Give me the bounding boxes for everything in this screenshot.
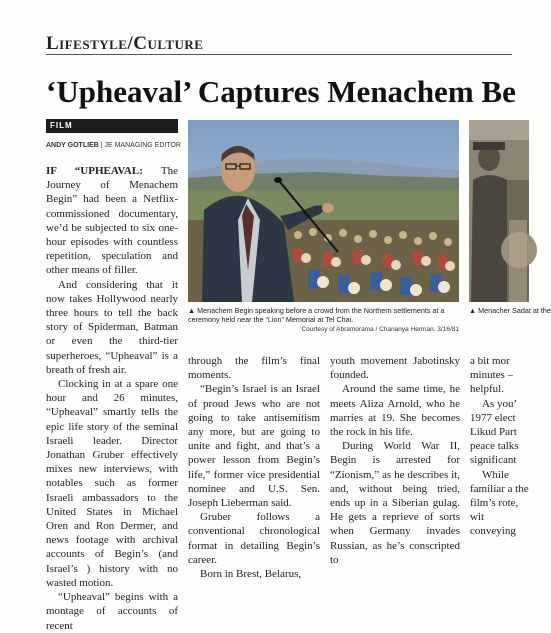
photo2-image bbox=[469, 120, 529, 302]
photo-image bbox=[188, 120, 459, 302]
article-column-3 bbox=[330, 354, 460, 567]
paragraph: As you’ 1977 elect Likud Part peace talks significant bbox=[470, 397, 519, 467]
photo-credit: Courtesy of Abramorama / Chananya Herman. 3/16/81 bbox=[301, 326, 459, 333]
article-column-2 bbox=[188, 354, 320, 581]
category-tag: FILM bbox=[46, 119, 178, 133]
lede: IF “UPHEAVAL: bbox=[46, 165, 143, 177]
paragraph: “Begin’s Israel is an Israel of proud Jews who are not going to take antisemitism any more, but are going to unite and fight, and that’s a power lesson from Begin’s life,” former vice presidential nominee and U.S. Sen. Joseph Lieberman said. bbox=[188, 383, 320, 510]
paragraph: Around the same time, he meets Aliza Arnold, who he marries at 19. She becomes the rock in his life. bbox=[330, 383, 460, 439]
paragraph: a bit mor minutes – helpful. bbox=[470, 355, 514, 396]
paragraph: youth movement Jabotinsky founded. bbox=[330, 355, 460, 382]
paragraph bbox=[46, 164, 178, 278]
section-rule bbox=[46, 54, 512, 55]
paragraph: through the film’s final moments. bbox=[188, 355, 320, 382]
paragraph: During World War II, Begin is arrested for “Zionism,” as he describes it, and, without being tried, ends up in a Siberian gulag. He gets a reprieve of sorts when Germany invades Russian, as he’s conscripted to bbox=[330, 440, 460, 566]
paragraph: While familiar a the film’s rote, wit conveying bbox=[470, 468, 529, 538]
article-headline: ‘Upheaval’ Captures Menachem Be bbox=[46, 74, 516, 109]
author-name: ANDY GOTLIEB bbox=[46, 142, 99, 149]
lede-text: The Journey of Menachem Begin” had been a Netflix-commissioned documentary, we’d be subjected to six one-hour episodes with countless repetition, speculation and other means of filler. bbox=[46, 165, 178, 277]
article-column-1 bbox=[46, 164, 178, 633]
photo-begin-speaking bbox=[188, 120, 459, 302]
photo2-caption: ▲ Menacher Sadat at the bbox=[469, 306, 551, 315]
paragraph: Clocking in at a spare one hour and 26 minutes, “Upheaval” smartly tells the epic life story of the seminal Israeli leader. Director Jonathan Gruber effectively mixes new interviews, with notables such as former Israeli ambassadors to the United States in Michael Oren and Ron Dermer, and news footage with archival accounts of Begin’s (and Israel’s ) history with no wasted motion. bbox=[46, 378, 178, 589]
paragraph: And considering that it now takes Hollywood nearly three hours to tell the back story of Spiderman, Batman or even the third-tier superheroes, “Upheaval” is a breath of fresh air. bbox=[46, 278, 178, 376]
photo-begin-sadat bbox=[469, 120, 529, 302]
article-column-4 bbox=[470, 354, 530, 539]
photo-caption: ▲ Menachem Begin speaking before a crowd from the Northern settlements at a ceremony held near the “Lion” Memorial at Tel Chai. bbox=[188, 306, 445, 324]
paragraph: Gruber follows a conventional chronological format in detailing Begin’s career. bbox=[188, 511, 320, 566]
paragraph: Born in Brest, Belarus, bbox=[200, 568, 302, 581]
paragraph: “Upheaval” begins with a montage of accounts of recent bbox=[46, 591, 178, 632]
section-title: Lifestyle/Culture bbox=[46, 33, 204, 54]
byline bbox=[46, 142, 181, 149]
author-role: | JE MANAGING EDITOR bbox=[100, 142, 181, 149]
